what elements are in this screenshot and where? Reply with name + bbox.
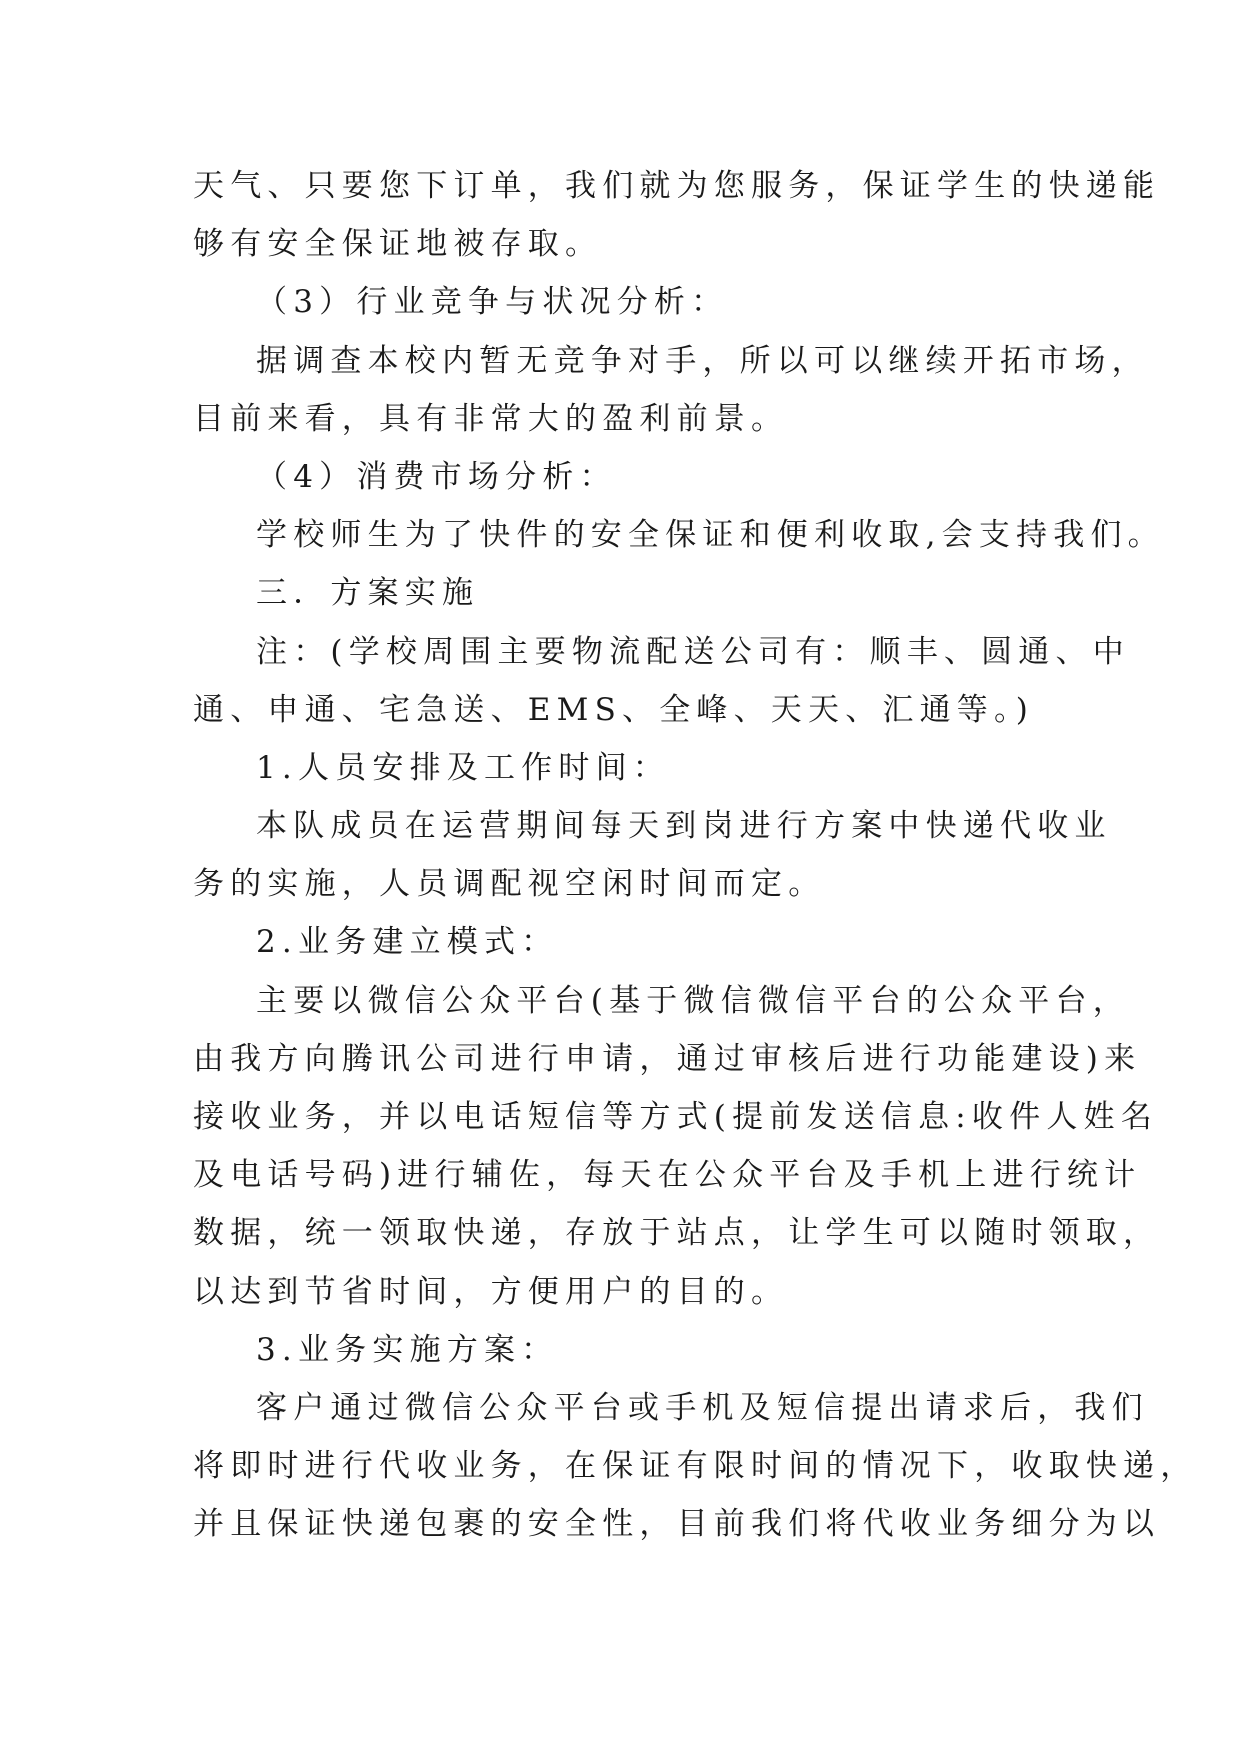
text-line: 学校师生为了快件的安全保证和便利收取,会支持我们。 [256, 517, 1165, 554]
text-line: 天气、只要您下订单，我们就为您服务，保证学生的快递能 [193, 168, 1161, 204]
section-heading: 2.业务建立模式： [256, 924, 559, 961]
text-line: 接收业务，并以电话短信等方式(提前发送信息:收件人姓名 [193, 1099, 1158, 1135]
text-line: 注：(学校周围主要物流配送公司有：顺丰、圆通、中 [256, 633, 1130, 670]
text-line: 通、申通、宅急送、EMS、全峰、天天、汇通等。) [193, 691, 1034, 728]
text-line: 务的实施，人员调配视空闲时间而定。 [193, 866, 826, 903]
text-line: 及电话号码)进行辅佐，每天在公众平台及手机上进行统计 [193, 1157, 1142, 1194]
section-heading: 3.业务实施方案： [256, 1331, 559, 1368]
section-heading: （3）行业竞争与状况分析： [256, 284, 729, 321]
text-line: 本队成员在运营期间每天到岗进行方案中快递代收业 [256, 808, 1112, 845]
text-line: 以达到节省时间，方便用户的目的。 [193, 1273, 789, 1310]
text-line: 由我方向腾讯公司进行申请，通过审核后进行功能建设)来 [193, 1040, 1142, 1077]
document-body [193, 157, 1198, 1554]
text-line: 客户通过微信公众平台或手机及短信提出请求后，我们 [256, 1389, 1149, 1426]
text-line: 主要以微信公众平台(基于微信微信平台的公众平台， [256, 982, 1130, 1019]
text-line: 并且保证快递包裹的安全性，目前我们将代收业务细分为以 [193, 1506, 1161, 1543]
text-line: 据调查本校内暂无竞争对手，所以可以继续开拓市场， [256, 342, 1149, 379]
section-heading: 1.人员安排及工作时间： [256, 749, 670, 786]
text-line: 够有安全保证地被存取。 [193, 226, 603, 263]
section-heading: 三．方案实施 [256, 575, 480, 612]
section-heading: （4）消费市场分析： [256, 458, 617, 495]
text-line: 数据，统一领取快递，存放于站点，让学生可以随时领取， [193, 1215, 1161, 1252]
text-line: 将即时进行代收业务，在保证有限时间的情况下，收取快递， [193, 1448, 1198, 1485]
text-line: 目前来看，具有非常大的盈利前景。 [193, 400, 789, 437]
